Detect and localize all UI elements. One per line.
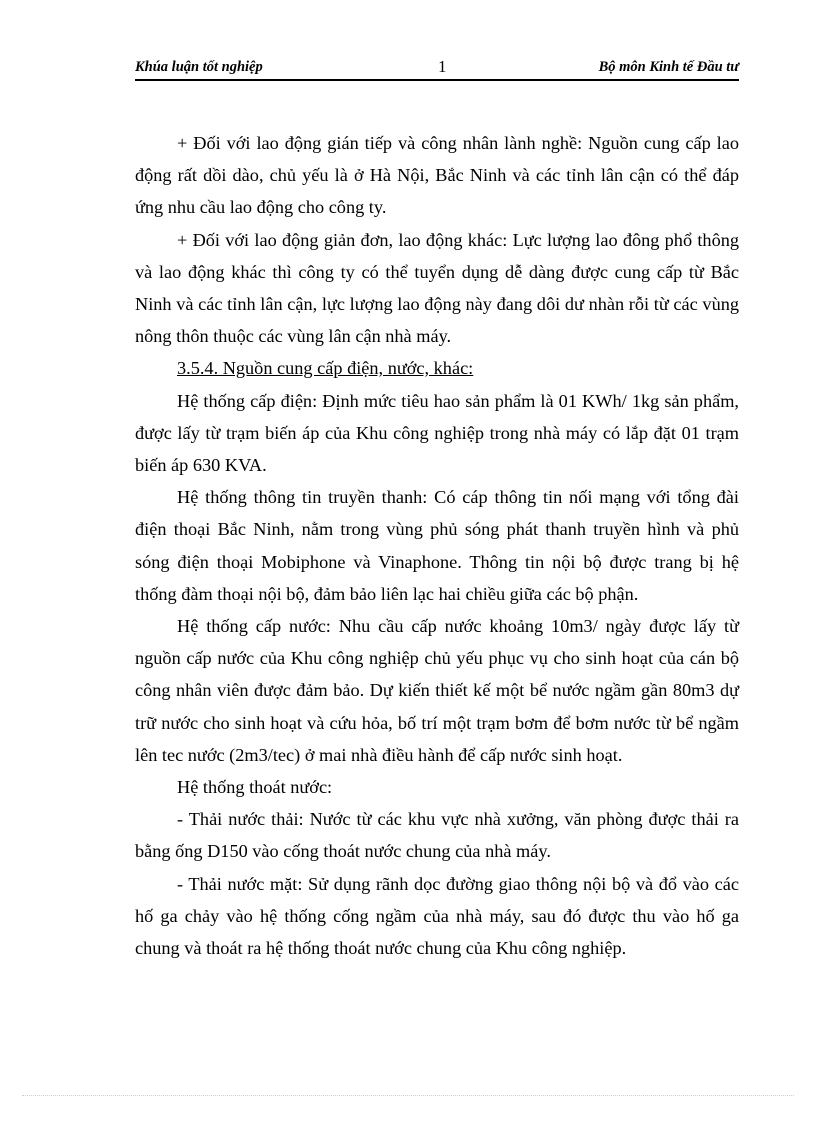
section-heading-3-5-4: 3.5.4. Nguồn cung cấp điện, nước, khác: (177, 358, 474, 379)
page-number: 1 (438, 57, 447, 76)
paragraph-surface-water: - Thải nước mặt: Sử dụng rãnh dọc đường giao thông nội bộ và đổ vào các hố ga chảy vào hệ thống cống ngầm của nhà máy, sau đó được thu vào hố ga chung và thoát ra hệ thống thoát nước chung của Khu công nghiệp. (135, 873, 739, 959)
header-department: Bộ môn Kinh tế Đầu tư (598, 59, 739, 75)
paragraph-communication: Hệ thống thông tin truyền thanh: Có cáp thông tin nối mạng với tổng đài điện thoại Bắc Ninh, nằm trong vùng phủ sóng phát thanh truyền hình và phủ sóng điện thoại Mobiphone và Vinaphone. Thông tin nội bộ được trang bị hệ thống đàm thoại nội bộ, đảm bảo liên lạc hai chiều giữa các bộ phận. (135, 487, 739, 604)
header-thesis-title: Khúa luận tốt nghiệp (135, 59, 263, 75)
page-header (135, 57, 739, 81)
document-body (135, 127, 739, 964)
page-bottom-border (22, 1095, 794, 1096)
paragraph-simple-labor: + Đối với lao động giản đơn, lao động khác: Lực lượng lao đông phổ thông và lao động khác thì công ty có thể tuyển dụng dễ dàng được cung cấp từ Bắc Ninh và các tỉnh lân cận, lực lượng lao động này đang dôi dư nhàn rỗi từ các vùng nông thôn thuộc các vùng lân cận nhà máy. (135, 229, 739, 347)
paragraph-wastewater: - Thải nước thải: Nước từ các khu vực nhà xưởng, văn phòng được thải ra bằng ống D150 vào cống thoát nước chung của nhà máy. (135, 809, 739, 862)
paragraph-indirect-labor: + Đối với lao động gián tiếp và công nhân lành nghề: Nguồn cung cấp lao động rất dồi dào, chủ yếu là ở Hà Nội, Bắc Ninh và các tỉnh lân cận có thể đáp ứng nhu cầu lao động cho công ty. (135, 133, 739, 218)
paragraph-power-supply: Hệ thống cấp điện: Định mức tiêu hao sản phẩm là 01 KWh/ 1kg sản phẩm, được lấy từ trạm biến áp của Khu công nghiệp trong nhà máy có lắp đặt 01 trạm biến áp 630 KVA. (135, 390, 739, 476)
paragraph-water-supply: Hệ thống cấp nước: Nhu cầu cấp nước khoảng 10m3/ ngày được lấy từ nguồn cấp nước của Khu công nghiệp chủ yếu phục vụ cho sinh hoạt của cán bộ công nhân viên được đảm bảo. Dự kiến thiết kế một bể nước ngầm gần 80m3 dự trữ nước cho sinh hoạt và cứu hỏa, bố trí một trạm bơm để bơm nước từ bể ngầm lên tec nước (2m3/tec) ở mai nhà điều hành để cấp nước sinh hoạt. (135, 616, 739, 765)
paragraph-drainage-heading: Hệ thống thoát nước: (177, 777, 333, 798)
